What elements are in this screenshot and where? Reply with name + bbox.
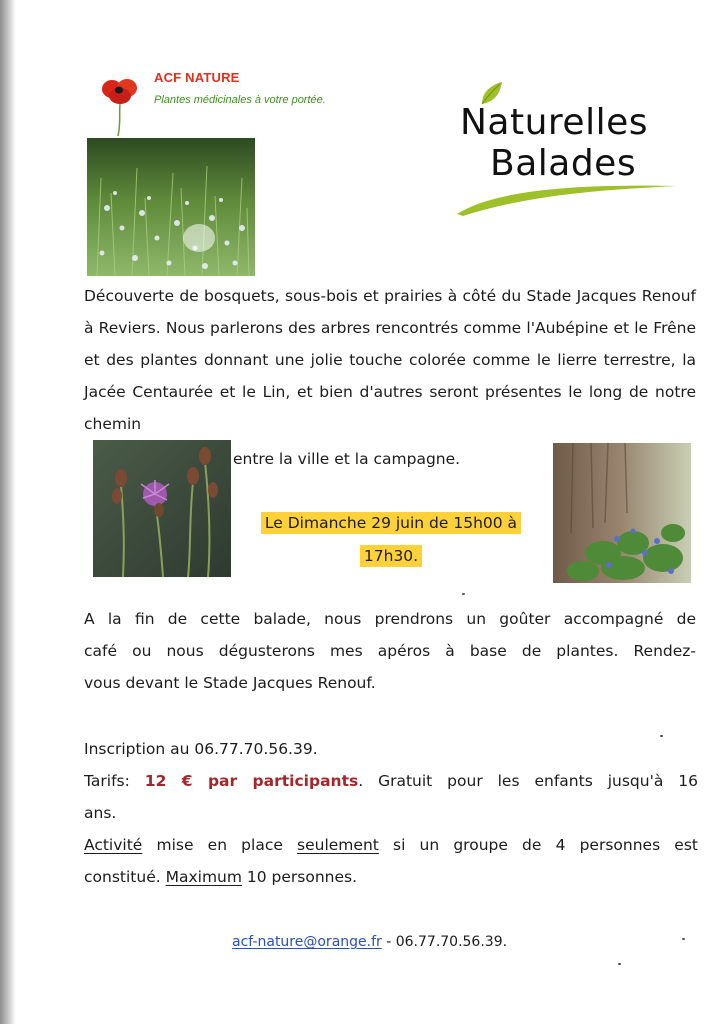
activite-mid: mise en place	[142, 836, 298, 854]
scan-speck	[682, 938, 685, 940]
info-block	[84, 733, 698, 893]
outro-paragraph	[84, 603, 696, 699]
activite-word: Activité	[84, 836, 143, 854]
tarifs-line	[84, 765, 698, 797]
logo-swoosh	[455, 180, 679, 218]
scan-speck	[660, 735, 663, 737]
tarifs-rest: . Gratuit pour les enfants jusqu'à 16	[358, 772, 698, 790]
tarifs-line2: ans.	[84, 804, 117, 822]
tree-trunk-ivy-photo	[553, 443, 691, 583]
event-date	[245, 507, 537, 573]
activite-rest: si un groupe de 4 personnes est	[378, 836, 698, 854]
brand-tagline: Plantes médicinales à votre portée.	[154, 94, 326, 106]
outro-line1: A la fin de cette balade, nous prendrons un goûter accompagné de	[84, 610, 696, 628]
intro-paragraph: Découverte de bosquets, sous-bois et prairies à côté du Stade Jacques Renouf à Reviers. Nous parlerons des arbres rencontrés comme l'Aubépine et le Frêne et des plantes donnant une jolie touche colorée comme le lierre terrestre, la Jacée Centaurée et le Lin, et bien d'autres seront présentes le long de notre chemin	[84, 287, 696, 433]
footer-contact	[232, 934, 507, 950]
meadow-flowers-photo	[87, 138, 255, 276]
scan-speck	[462, 593, 465, 595]
event-date-line2: 17h30.	[360, 545, 422, 567]
logo-title-line2: Balades	[490, 143, 637, 184]
constitue-text: constitué.	[84, 868, 166, 886]
outro-line2: café ou nous dégusterons mes apéros à base de plantes. Rendez-	[84, 642, 696, 660]
activite-line	[84, 829, 698, 861]
logo-title-line1: Naturelles	[460, 102, 648, 143]
knapweed-flowers-photo	[93, 440, 231, 577]
intro-paragraph-last-line: entre la ville et la campagne.	[233, 450, 461, 468]
tarifs-label: Tarifs:	[84, 772, 130, 790]
seulement-word: seulement	[297, 836, 379, 854]
outro-line3: vous devant le Stade Jacques Renouf.	[84, 674, 376, 692]
footer-phone: - 06.77.70.56.39.	[381, 934, 508, 950]
maximum-word: Maximum	[165, 868, 242, 886]
inscription-line: Inscription au 06.77.70.56.39.	[84, 740, 318, 758]
maximum-line	[84, 861, 698, 893]
maximum-rest: 10 personnes.	[241, 868, 358, 886]
page-scan-edge	[0, 0, 16, 1024]
poppy-flower-icon	[100, 74, 140, 138]
price-text: 12 € par participants	[144, 772, 359, 790]
brand-name: ACF NATURE	[154, 70, 240, 85]
event-date-line1: Le Dimanche 29 juin de 15h00 à	[261, 512, 521, 534]
contact-email-link[interactable]: acf-nature@orange.fr	[232, 934, 382, 950]
scan-speck	[618, 963, 621, 965]
